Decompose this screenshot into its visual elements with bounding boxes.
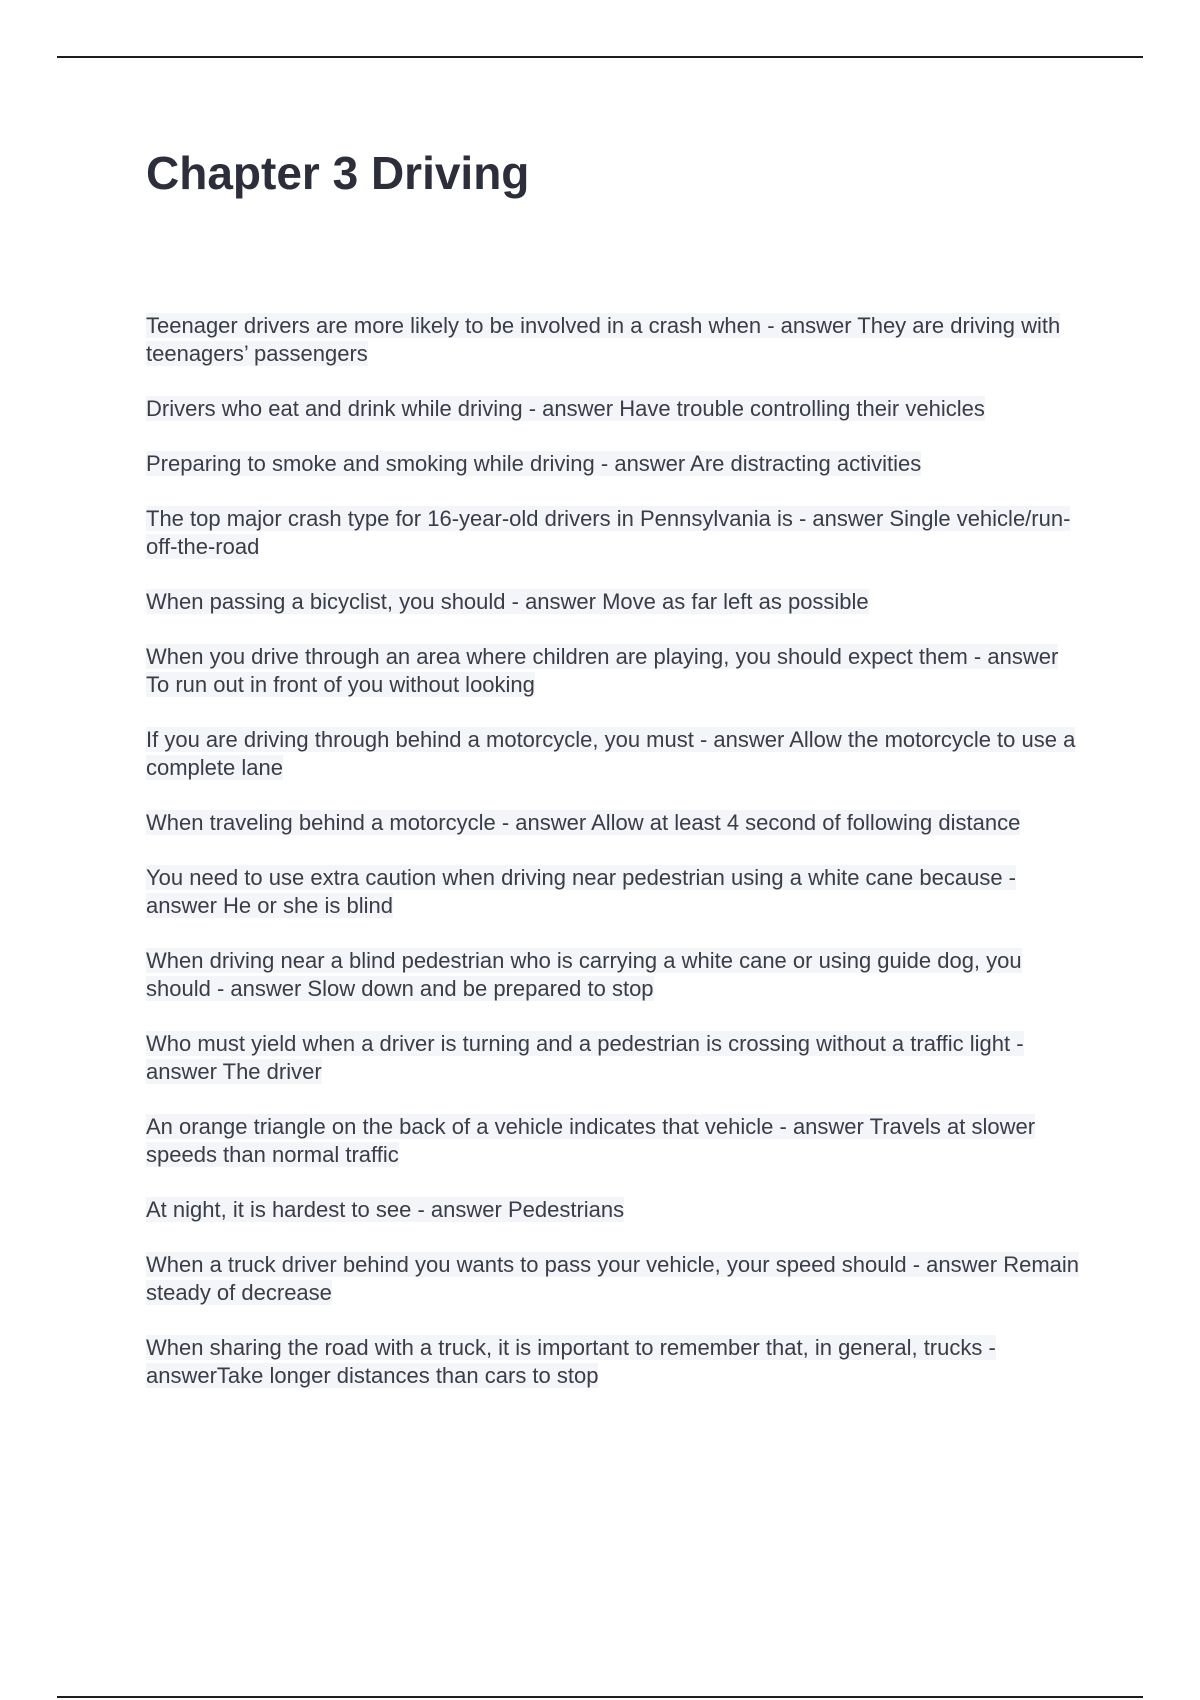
qa-list — [146, 312, 1086, 1417]
qa-item — [146, 1196, 1086, 1224]
qa-item — [146, 947, 1086, 1003]
qa-text: When you drive through an area where children are playing, you should expect them - answer To run out in front of you without looking — [146, 644, 1059, 697]
qa-item — [146, 1334, 1086, 1390]
qa-item — [146, 395, 1086, 423]
qa-item — [146, 809, 1086, 837]
bottom-divider — [57, 1696, 1143, 1698]
qa-text: Who must yield when a driver is turning and a pedestrian is crossing without a traffic light - answer The driver — [146, 1031, 1024, 1084]
qa-text: If you are driving through behind a motorcycle, you must - answer Allow the motorcycle to use a complete lane — [146, 727, 1076, 780]
qa-text: Drivers who eat and drink while driving - answer Have trouble controlling their vehicles — [146, 396, 985, 421]
qa-text: When sharing the road with a truck, it is important to remember that, in general, trucks - answerTake longer distances than cars to stop — [146, 1335, 996, 1388]
qa-item — [146, 588, 1086, 616]
qa-text: At night, it is hardest to see - answer Pedestrians — [146, 1197, 625, 1222]
qa-item — [146, 1113, 1086, 1169]
qa-item — [146, 643, 1086, 699]
qa-item — [146, 1251, 1086, 1307]
qa-text: Teenager drivers are more likely to be involved in a crash when - answer They are driving with teenagers’ passengers — [146, 313, 1061, 366]
top-divider — [57, 56, 1143, 58]
qa-item — [146, 864, 1086, 920]
qa-item — [146, 726, 1086, 782]
qa-text: When a truck driver behind you wants to pass your vehicle, your speed should - answer Remain steady of decrease — [146, 1252, 1080, 1305]
qa-text: An orange triangle on the back of a vehicle indicates that vehicle - answer Travels at slower speeds than normal traffic — [146, 1114, 1036, 1167]
qa-text: When driving near a blind pedestrian who is carrying a white cane or using guide dog, you should - answer Slow down and be prepared to stop — [146, 948, 1022, 1001]
qa-item — [146, 1030, 1086, 1086]
qa-text: When passing a bicyclist, you should - answer Move as far left as possible — [146, 589, 869, 614]
qa-item — [146, 505, 1086, 561]
page-title: Chapter 3 Driving — [146, 147, 530, 199]
qa-text: The top major crash type for 16-year-old drivers in Pennsylvania is - answer Single vehicle/run-off-the-road — [146, 506, 1071, 559]
qa-text: You need to use extra caution when driving near pedestrian using a white cane because - answer He or she is blind — [146, 865, 1016, 918]
qa-item — [146, 312, 1086, 368]
qa-item — [146, 450, 1086, 478]
qa-text: Preparing to smoke and smoking while driving - answer Are distracting activities — [146, 451, 922, 476]
qa-text: When traveling behind a motorcycle - answer Allow at least 4 second of following distance — [146, 810, 1021, 835]
